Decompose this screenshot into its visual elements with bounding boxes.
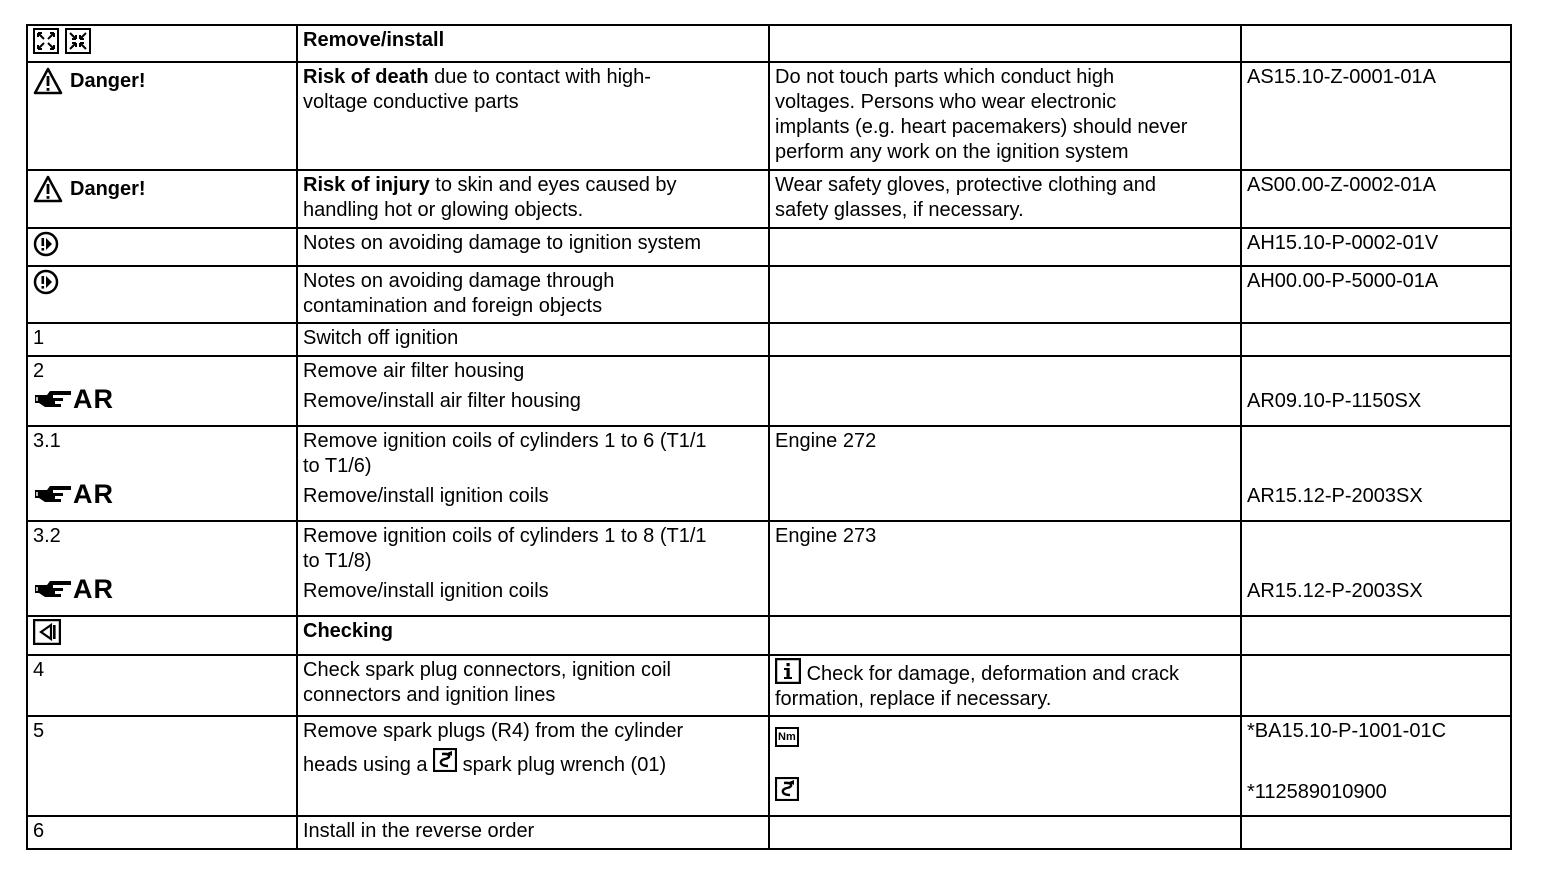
install-symbol-icon [65,28,91,61]
step-number-cell [27,521,297,616]
danger-text: Danger! [70,177,146,200]
danger-row [27,170,1511,228]
danger-label [33,67,146,95]
risk-desc-line: handling hot or glowing objects. [303,199,584,221]
danger-note-cell [769,170,1241,228]
empty-cell [1241,816,1511,849]
header-empty-cell [1241,25,1511,62]
procedure-table [26,24,1512,850]
danger-label-cell [27,62,297,170]
note-line: Do not touch parts which conduct high [775,66,1115,88]
special-tool-icon [433,748,457,772]
risk-title: Risk of death [303,66,429,88]
ar-label: AR [73,383,114,414]
step-desc-cell [297,716,769,816]
step-text: Remove ignition coils of cylinders 1 to 8 (T1/1 [303,525,707,547]
pointing-hand-icon [33,577,73,601]
note-icon-cell [27,266,297,323]
ref-cell [1241,228,1511,266]
step-number: 2 [33,360,45,382]
doc-reference: AH00.00-P-5000-01A [1247,270,1439,292]
note-line: safety glasses, if necessary. [775,199,1024,221]
step-number-cell [27,426,297,521]
step-text: to T1/8) [303,550,372,572]
warning-triangle-icon [33,67,63,95]
empty-cell [1241,655,1511,716]
step-number: 5 [33,720,45,742]
info-icon [775,658,801,684]
step-text: Remove air filter housing [303,360,525,382]
step-desc-cell [297,356,769,426]
step-subtext: Remove/install ignition coils [303,485,549,507]
tool-number: *112589010900 [1247,781,1387,803]
step-desc-cell [297,816,769,849]
step-text: to T1/6) [303,455,372,477]
step-number-cell [27,816,297,849]
special-tool-icon [775,777,799,801]
step-row [27,716,1511,816]
step-text: Install in the reverse order [303,820,535,842]
step-number-cell [27,655,297,716]
step-subtext: Remove/install air filter housing [303,390,581,412]
step-text: connectors and ignition lines [303,684,556,706]
empty-cell [769,228,1241,266]
empty-cell [769,616,1241,655]
step-number: 4 [33,659,45,681]
doc-reference: AR15.12-P-2003SX [1247,485,1423,507]
ref-cell [1241,426,1511,521]
step-desc-cell [297,426,769,521]
danger-label-cell [27,170,297,228]
ref-cell [1241,356,1511,426]
risk-title: Risk of injury [303,174,430,196]
step-text: Switch off ignition [303,327,459,349]
engine-note: Engine 272 [775,430,877,452]
step-desc-cell [297,655,769,716]
doc-reference: AS00.00-Z-0002-01A [1247,174,1437,196]
note-text: contamination and foreign objects [303,295,603,317]
note-line: voltages. Persons who wear electronic [775,91,1117,113]
damage-notice-icon [33,269,59,295]
step-number: 1 [33,327,45,349]
pointing-hand-icon [33,387,73,411]
danger-desc-cell [297,170,769,228]
note-cell [769,521,1241,616]
note-cell [769,426,1241,521]
step-row [27,655,1511,716]
risk-desc-line: voltage conductive parts [303,91,519,113]
check-note: Check for damage, deformation and crack [806,663,1179,685]
doc-reference: AH15.10-P-0002-01V [1247,232,1439,254]
step-number: 6 [33,820,45,842]
step-desc-cell [297,323,769,356]
step-text: Remove spark plugs (R4) from the cylinder [303,720,684,742]
note-line: implants (e.g. heart pacemakers) should never [775,116,1188,138]
danger-note-cell [769,62,1241,170]
pointing-hand-icon [33,482,73,506]
step-number: 3.1 [33,430,61,452]
ar-label: AR [73,478,114,509]
ref-cell [1241,521,1511,616]
step-desc-cell [297,521,769,616]
step-row [27,521,1511,616]
empty-cell [769,323,1241,356]
doc-reference: AR15.12-P-2003SX [1247,580,1423,602]
warning-triangle-icon [33,175,63,203]
torque-nm-icon: Nm [775,727,799,747]
ar-reference [33,384,114,414]
checking-title: Checking [303,620,394,642]
step-number-cell [27,716,297,816]
step-subtext: Remove/install ignition coils [303,580,549,602]
header-row [27,25,1511,62]
step-row [27,816,1511,849]
danger-label [33,175,146,203]
step-number-cell [27,356,297,426]
note-icon-cell [27,228,297,266]
danger-text: Danger! [70,69,146,92]
header-empty-cell [769,25,1241,62]
doc-reference: AR09.10-P-1150SX [1247,390,1422,412]
note-line: perform any work on the ignition system [775,141,1129,163]
note-desc-cell [297,228,769,266]
header-title: Remove/install [303,29,445,51]
check-note: formation, replace if necessary. [775,688,1052,710]
step-number: 3.2 [33,525,61,547]
empty-cell [1241,616,1511,655]
note-row [27,266,1511,323]
doc-reference: *BA15.10-P-1001-01C [1247,720,1447,742]
step-row [27,356,1511,426]
remove-symbol-icon [33,28,59,61]
checking-row [27,616,1511,655]
header-title-cell [297,25,769,62]
note-text: Notes on avoiding damage through [303,270,615,292]
step-row [27,323,1511,356]
note-row [27,228,1511,266]
damage-notice-icon [33,231,59,257]
doc-reference: AS15.10-Z-0001-01A [1247,66,1437,88]
note-line: Wear safety gloves, protective clothing and [775,174,1156,196]
engine-note: Engine 273 [775,525,877,547]
ref-cell [1241,266,1511,323]
empty-cell [769,816,1241,849]
ref-cell [1241,170,1511,228]
risk-desc: due to contact with high- [428,66,651,88]
step-text: Remove ignition coils of cylinders 1 to 6 (T1/1 [303,430,707,452]
ref-cell [1241,716,1511,816]
header-icons-cell [27,25,297,62]
step-text: spark plug wrench (01) [462,754,667,776]
step-text: Check spark plug connectors, ignition coil [303,659,671,681]
step-number-cell [27,323,297,356]
empty-cell [769,356,1241,426]
ar-reference [33,574,114,604]
ar-label: AR [73,573,114,604]
checking-title-cell [297,616,769,655]
risk-desc: to skin and eyes caused by [429,174,677,196]
empty-cell [769,266,1241,323]
note-cell [769,655,1241,716]
ar-reference [33,479,114,509]
step-row [27,426,1511,521]
checking-icon [33,619,61,645]
ref-cell [1241,62,1511,170]
empty-cell [1241,323,1511,356]
checking-icon-cell [27,616,297,655]
danger-desc-cell [297,62,769,170]
step-text: heads using a [303,754,434,776]
note-text: Notes on avoiding damage to ignition system [303,232,702,254]
danger-row [27,62,1511,170]
note-desc-cell [297,266,769,323]
note-cell [769,716,1241,816]
